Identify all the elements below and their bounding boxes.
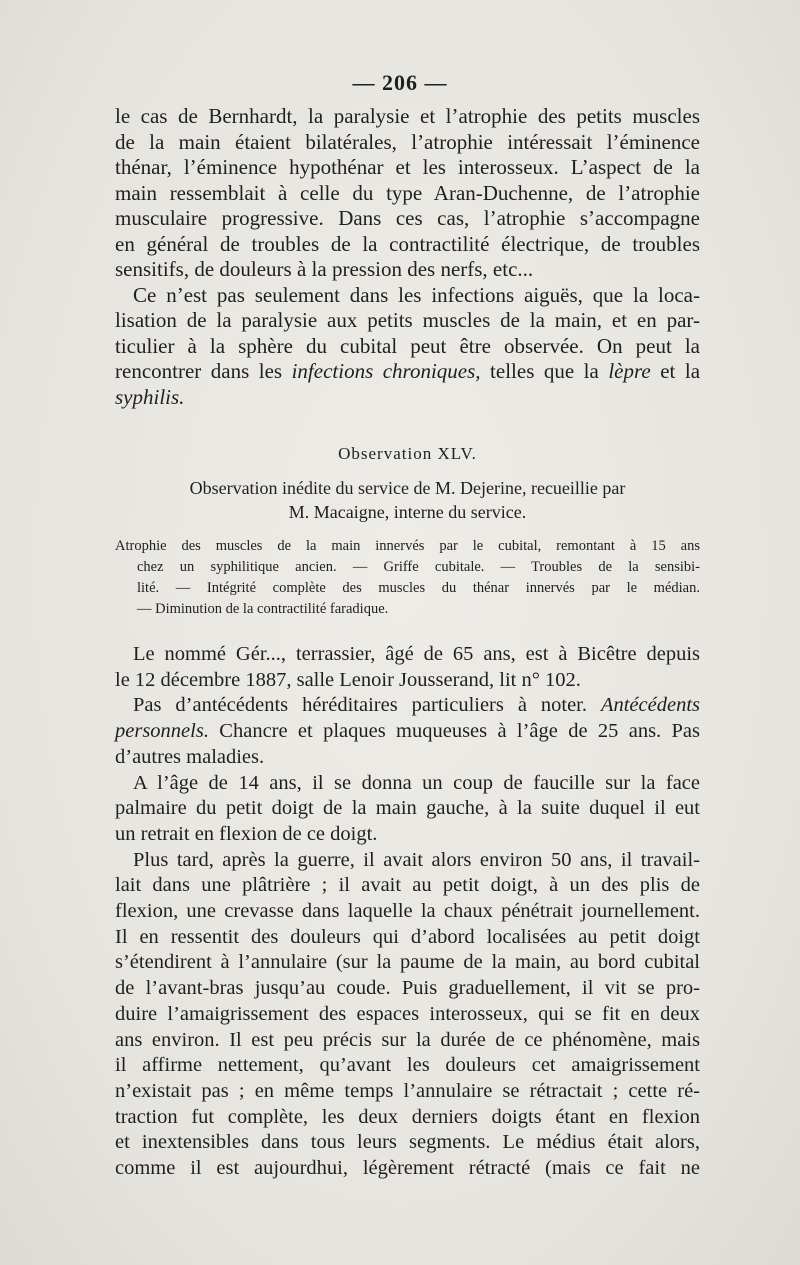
- text-line-mixed: [115, 359, 700, 385]
- text-line: un retrait en flexion de ce doigt.: [115, 822, 378, 845]
- text-line: ticulier à la sphère du cubital peut être observée. On peut la: [115, 333, 700, 358]
- summary-line: Atrophie des muscles de la main innervés par le cubital, remontant à 15 ans: [115, 538, 700, 554]
- text-line: traction fut complète, les deux derniers doigts étant en flexion: [115, 1105, 700, 1128]
- text-line: comme il est aujourdhui, légèrement rétracté (mais ce fait ne: [115, 1157, 700, 1180]
- italic-term: infections chroniques,: [291, 359, 481, 383]
- text-line: de l’avant-bras jusqu’au coude. Puis graduellement, il vit se pro-: [115, 977, 700, 1000]
- text-block: [115, 104, 700, 1182]
- text-line: il affirme nettement, qu’avant les douleurs cet amaigrissement: [115, 1054, 700, 1077]
- text-line: sensitifs, de douleurs à la pression des nerfs, etc...: [115, 257, 534, 281]
- observation-subtitle: [115, 476, 700, 524]
- italic-term: Antécédents: [600, 694, 700, 717]
- summary-line: — Diminution de la contractilité faradique.: [137, 601, 389, 617]
- italic-term: syphilis.: [115, 384, 185, 409]
- text-run: et la: [660, 359, 701, 383]
- text-line: A l’âge de 14 ans, il se donna un coup de faucille sur la face: [133, 771, 700, 794]
- text-line: thénar, l’éminence hypothénar et les interosseux. L’aspect de la: [115, 155, 700, 179]
- summary-line: chez un syphilitique ancien. — Griffe cubitale. — Troubles de la sensibi-: [137, 559, 700, 575]
- subtitle-line: Observation inédite du service de M. Dejerine, recueillie par: [189, 478, 626, 498]
- subtitle-line: M. Macaigne, interne du service.: [288, 502, 527, 522]
- text-run: Pas d’antécédents héréditaires particuliers à noter.: [133, 694, 587, 717]
- text-line-mixed: [115, 693, 700, 719]
- text-line: Le nommé Gér..., terrassier, âgé de 65 ans, est à Bicêtre depuis: [133, 643, 700, 665]
- text-line: lait dans une plâtrière ; il avait au petit doigt, à un des plis de: [115, 874, 700, 897]
- italic-term: personnels.: [115, 720, 209, 743]
- text-line-mixed: [115, 719, 700, 745]
- italic-term: lèpre: [608, 359, 651, 383]
- text-line: le cas de Bernhardt, la paralysie et l’atrophie des petits muscles: [115, 104, 700, 128]
- text-line: d’autres maladies.: [115, 745, 265, 768]
- text-line: musculaire progressive. Dans ces cas, l’atrophie s’accompagne: [115, 206, 700, 230]
- text-line: s’étendirent à l’annulaire (sur la paume de la main, au bord cubital: [115, 951, 700, 974]
- opening-paragraphs: [115, 104, 700, 410]
- text-line: en général de troubles de la contractilité électrique, de troubles: [115, 231, 700, 256]
- text-line: le 12 décembre 1887, salle Lenoir Jousserand, lit n° 102.: [115, 668, 581, 691]
- observation-heading: Observation XLV.: [338, 444, 477, 463]
- text-line: et inextensibles dans tous leurs segments. Le médius était alors,: [115, 1131, 700, 1154]
- text-line: Il en ressentit des douleurs qui d’abord localisées au petit doigt: [115, 925, 700, 948]
- text-line: palmaire du petit doigt de la main gauche, à la suite duquel il eut: [115, 797, 700, 820]
- text-line: main ressemblait à celle du type Aran-Duchenne, de l’atrophie: [115, 180, 700, 205]
- page-number: — 206 —: [352, 70, 448, 95]
- text-line: Plus tard, après la guerre, il avait alors environ 50 ans, il travail-: [133, 848, 700, 871]
- text-line: n’existait pas ; en même temps l’annulaire se rétractait ; cette ré-: [115, 1079, 700, 1102]
- text-line: ans environ. Il est peu précis sur la durée de ce phénomène, mais: [115, 1028, 700, 1051]
- observation-summary: [115, 536, 700, 620]
- case-description: [115, 642, 700, 1182]
- text-line: Ce n’est pas seulement dans les infections aiguës, que la loca-: [133, 282, 700, 307]
- text-line: duire l’amaigrissement des espaces interosseux, qui se fit en deux: [115, 1002, 700, 1025]
- text-run: rencontrer dans les: [115, 359, 283, 383]
- text-line: flexion, une crevasse dans laquelle la chaux pénétrait journellement.: [115, 900, 700, 923]
- text-line: [115, 385, 700, 411]
- text-line: de la main étaient bilatérales, l’atrophie intéressait l’éminence: [115, 129, 700, 154]
- summary-line: lité. — Intégrité complète des muscles du thénar innervés par le médian.: [137, 580, 700, 596]
- text-run: Chancre et plaques muqueuses à l’âge de 25 ans. Pas: [219, 720, 700, 743]
- text-run: telles que la: [490, 359, 599, 383]
- text-line: lisation de la paralysie aux petits muscles de la main, et en par-: [115, 308, 700, 332]
